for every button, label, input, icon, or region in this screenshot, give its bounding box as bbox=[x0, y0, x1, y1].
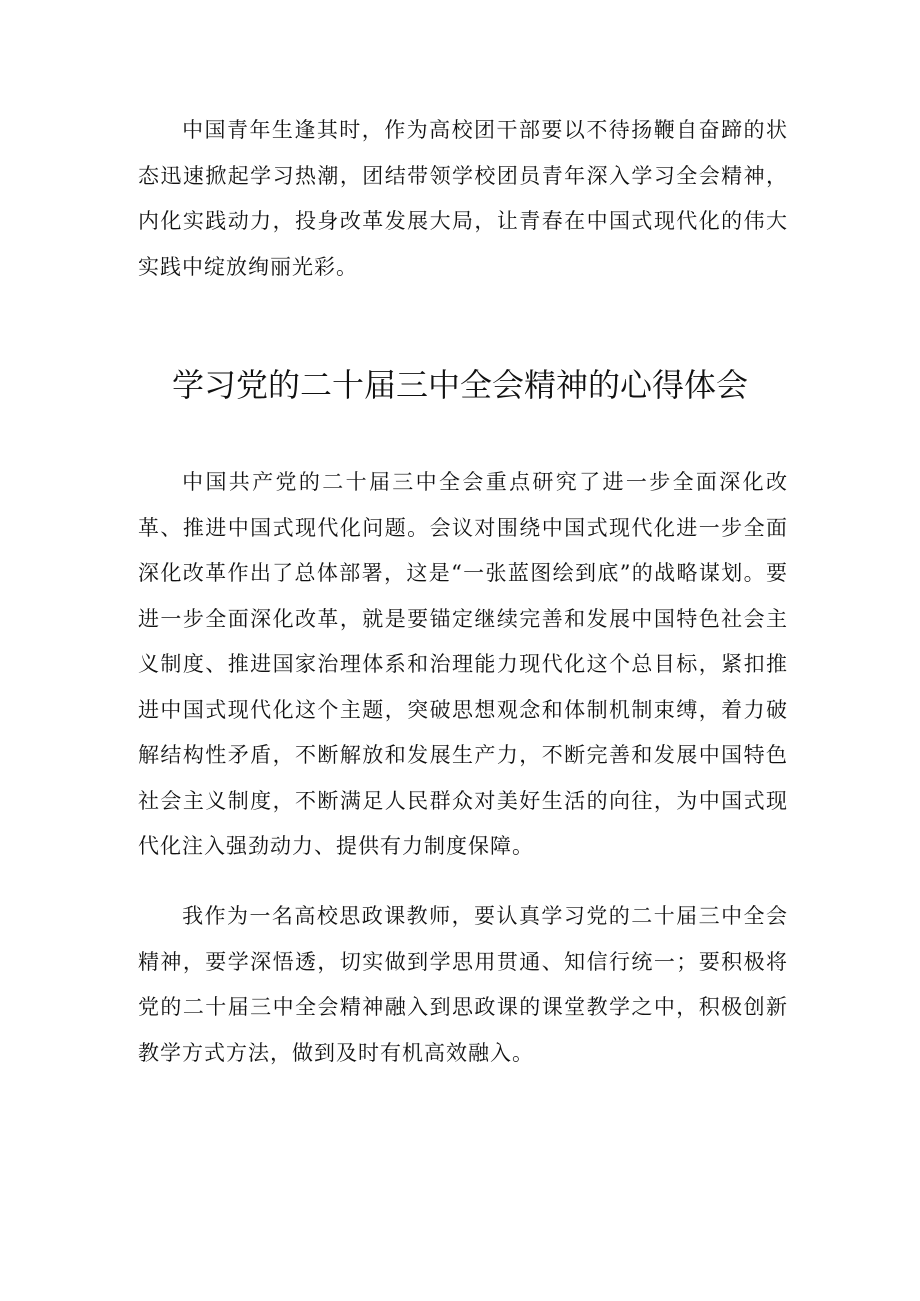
intro-paragraph: 中国青年生逢其时，作为高校团干部要以不待扬鞭自奋蹄的状态迅速掀起学习热潮，团结带领学校团员青年深入学习全会精神，内化实践动力，投身改革发展大局，让青春在中国式现代化的伟大实践中绽放绚丽光彩。 bbox=[138, 118, 788, 279]
body-paragraph: 我作为一名高校思政课教师，要认真学习党的二十届三中全会精神，要学深悟透，切实做到学思用贯通、知信行统一；要积极将党的二十届三中全会精神融入到思政课的课堂教学之中，积极创新教学方式方法，做到及时有机高效融入。 bbox=[138, 904, 788, 1065]
body-paragraph: 中国共产党的二十届三中全会重点研究了进一步全面深化改革、推进中国式现代化问题。会议对围绕中国式现代化进一步全面深化改革作出了总体部署，这是“一张蓝图绘到底”的战略谋划。要进一步全面深化改革，就是要锚定继续完善和发展中国特色社会主义制度、推进国家治理体系和治理能力现代化这个总目标，紧扣推进中国式现代化这个主题，突破思想观念和体制机制束缚，着力破解结构性矛盾，不断解放和发展生产力，不断完善和发展中国特色社会主义制度，不断满足人民群众对美好生活的向往，为中国式现代化注入强劲动力、提供有力制度保障。 bbox=[138, 470, 788, 858]
article-title: 学习党的二十届三中全会精神的心得体会 bbox=[171, 366, 748, 404]
